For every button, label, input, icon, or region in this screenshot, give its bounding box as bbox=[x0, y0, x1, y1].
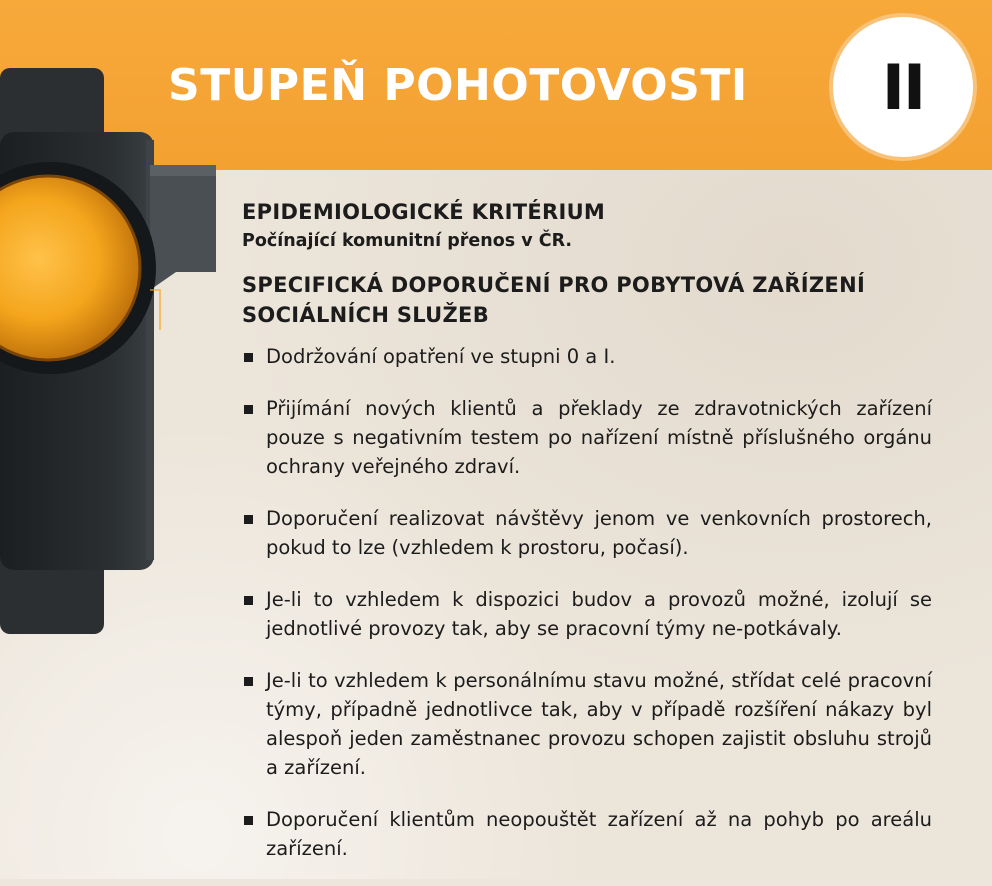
section-heading: SPECIFICKÁ DOPORUČENÍ PRO POBYTOVÁ ZAŘÍZENÍ SOCIÁLNÍCH SLUŽEB bbox=[242, 273, 866, 327]
traffic-light-icon bbox=[0, 0, 230, 640]
bullet-icon bbox=[244, 816, 253, 825]
lamp-visor bbox=[150, 165, 216, 290]
list-item bbox=[242, 805, 932, 863]
main-content bbox=[242, 198, 932, 886]
list-item-text: Je-li to vzhledem k personálnímu stavu možné, střídat celé pracovní týmy, případně jednotlivce tak, aby v případě rozšíření nákazy byl alespoň jeden zaměstnanec provozu schopen zajistit obsluhu strojů a zařízení. bbox=[266, 669, 932, 779]
list-item bbox=[242, 666, 932, 782]
bullet-icon bbox=[244, 515, 253, 524]
list-item-text: Přijímání nových klientů a překlady ze zdravotnických zařízení pouze s negativním testem po nařízení místně příslušného orgánu ochrany veřejného zdraví. bbox=[266, 397, 932, 478]
bullet-icon bbox=[244, 677, 253, 686]
list-item bbox=[242, 585, 932, 643]
list-item bbox=[242, 342, 932, 371]
page-title: STUPEŇ POHOTOVOSTI bbox=[168, 60, 748, 111]
list-item-text: Dodržování opatření ve stupni 0 a I. bbox=[266, 345, 616, 368]
bullet-icon bbox=[244, 596, 253, 605]
list-item bbox=[242, 504, 932, 562]
list-item-text: Doporučení klientům neopouštět zařízení až na pohyb po areálu zařízení. bbox=[266, 808, 932, 860]
level-number: II bbox=[881, 50, 925, 124]
bullet-icon bbox=[244, 405, 253, 414]
level-badge bbox=[829, 13, 977, 161]
criterion-heading: EPIDEMIOLOGICKÉ KRITÉRIUM bbox=[242, 200, 606, 224]
bullet-icon bbox=[244, 353, 253, 362]
list-item bbox=[242, 394, 932, 481]
criterion-text: Počínající komunitní přenos v ČR. bbox=[242, 231, 573, 251]
list-item-text: Je-li to vzhledem k dispozici budov a provozů možné, izolují se jednotlivé provozy tak, aby se pracovní týmy ne-potkávaly. bbox=[266, 588, 932, 640]
list-item-text: Doporučení realizovat návštěvy jenom ve venkovních prostorech, pokud to lze (vzhledem k prostoru, počasí). bbox=[266, 507, 932, 559]
recommendation-list bbox=[242, 342, 932, 863]
